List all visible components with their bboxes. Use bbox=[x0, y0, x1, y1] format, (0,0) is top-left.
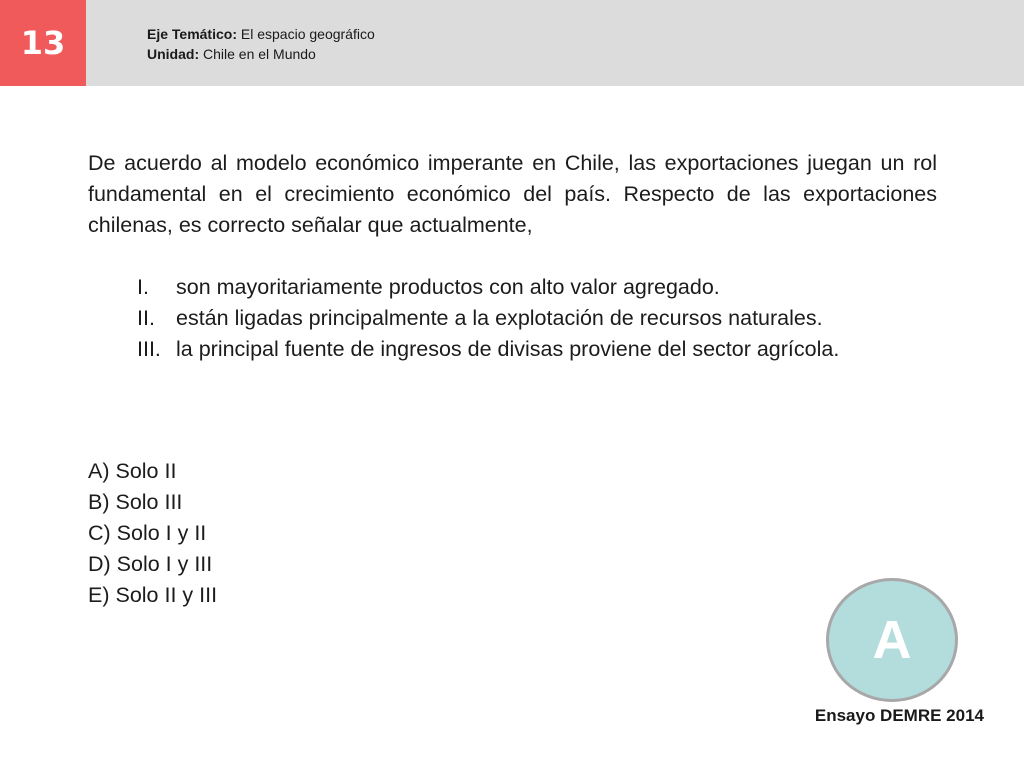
statement-item bbox=[88, 303, 937, 334]
statement-list bbox=[88, 272, 937, 365]
statement-number: III. bbox=[137, 337, 161, 361]
question-number-badge: 13 bbox=[0, 0, 86, 86]
statement-item bbox=[88, 272, 937, 303]
answer-option-a: A) Solo II bbox=[88, 459, 177, 483]
eje-value: El espacio geográfico bbox=[237, 26, 375, 42]
unidad-line bbox=[147, 44, 375, 64]
unidad-value: Chile en el Mundo bbox=[199, 46, 316, 62]
statement-number: II. bbox=[137, 306, 155, 330]
header-meta bbox=[147, 24, 375, 64]
statement-text: la principal fuente de ingresos de divisas proviene del sector agrícola. bbox=[176, 337, 840, 361]
answer-options bbox=[88, 456, 217, 611]
answer-option-b: B) Solo III bbox=[88, 490, 183, 514]
statement-number: I. bbox=[137, 275, 149, 299]
answer-option-d: D) Solo I y III bbox=[88, 552, 213, 576]
header-bar bbox=[0, 0, 1024, 86]
unidad-label: Unidad: bbox=[147, 46, 200, 62]
answer-option-e: E) Solo II y III bbox=[88, 583, 218, 607]
eje-line bbox=[147, 24, 375, 44]
statement-item bbox=[88, 334, 937, 365]
answer-option-c: C) Solo I y II bbox=[88, 521, 207, 545]
eje-label: Eje Temático: bbox=[147, 26, 237, 42]
answer-key-circle: A bbox=[826, 578, 958, 702]
statement-text: son mayoritariamente productos con alto valor agregado. bbox=[176, 275, 720, 299]
statement-text: están ligadas principalmente a la explotación de recursos naturales. bbox=[176, 306, 823, 330]
source-label: Ensayo DEMRE 2014 bbox=[814, 706, 984, 725]
question-text: De acuerdo al modelo económico imperante en Chile, las exportaciones juegan un rol fundamental en el crecimiento económico del país. Respecto de las exportaciones chilenas, es correcto señalar que actualmente, bbox=[88, 151, 937, 237]
